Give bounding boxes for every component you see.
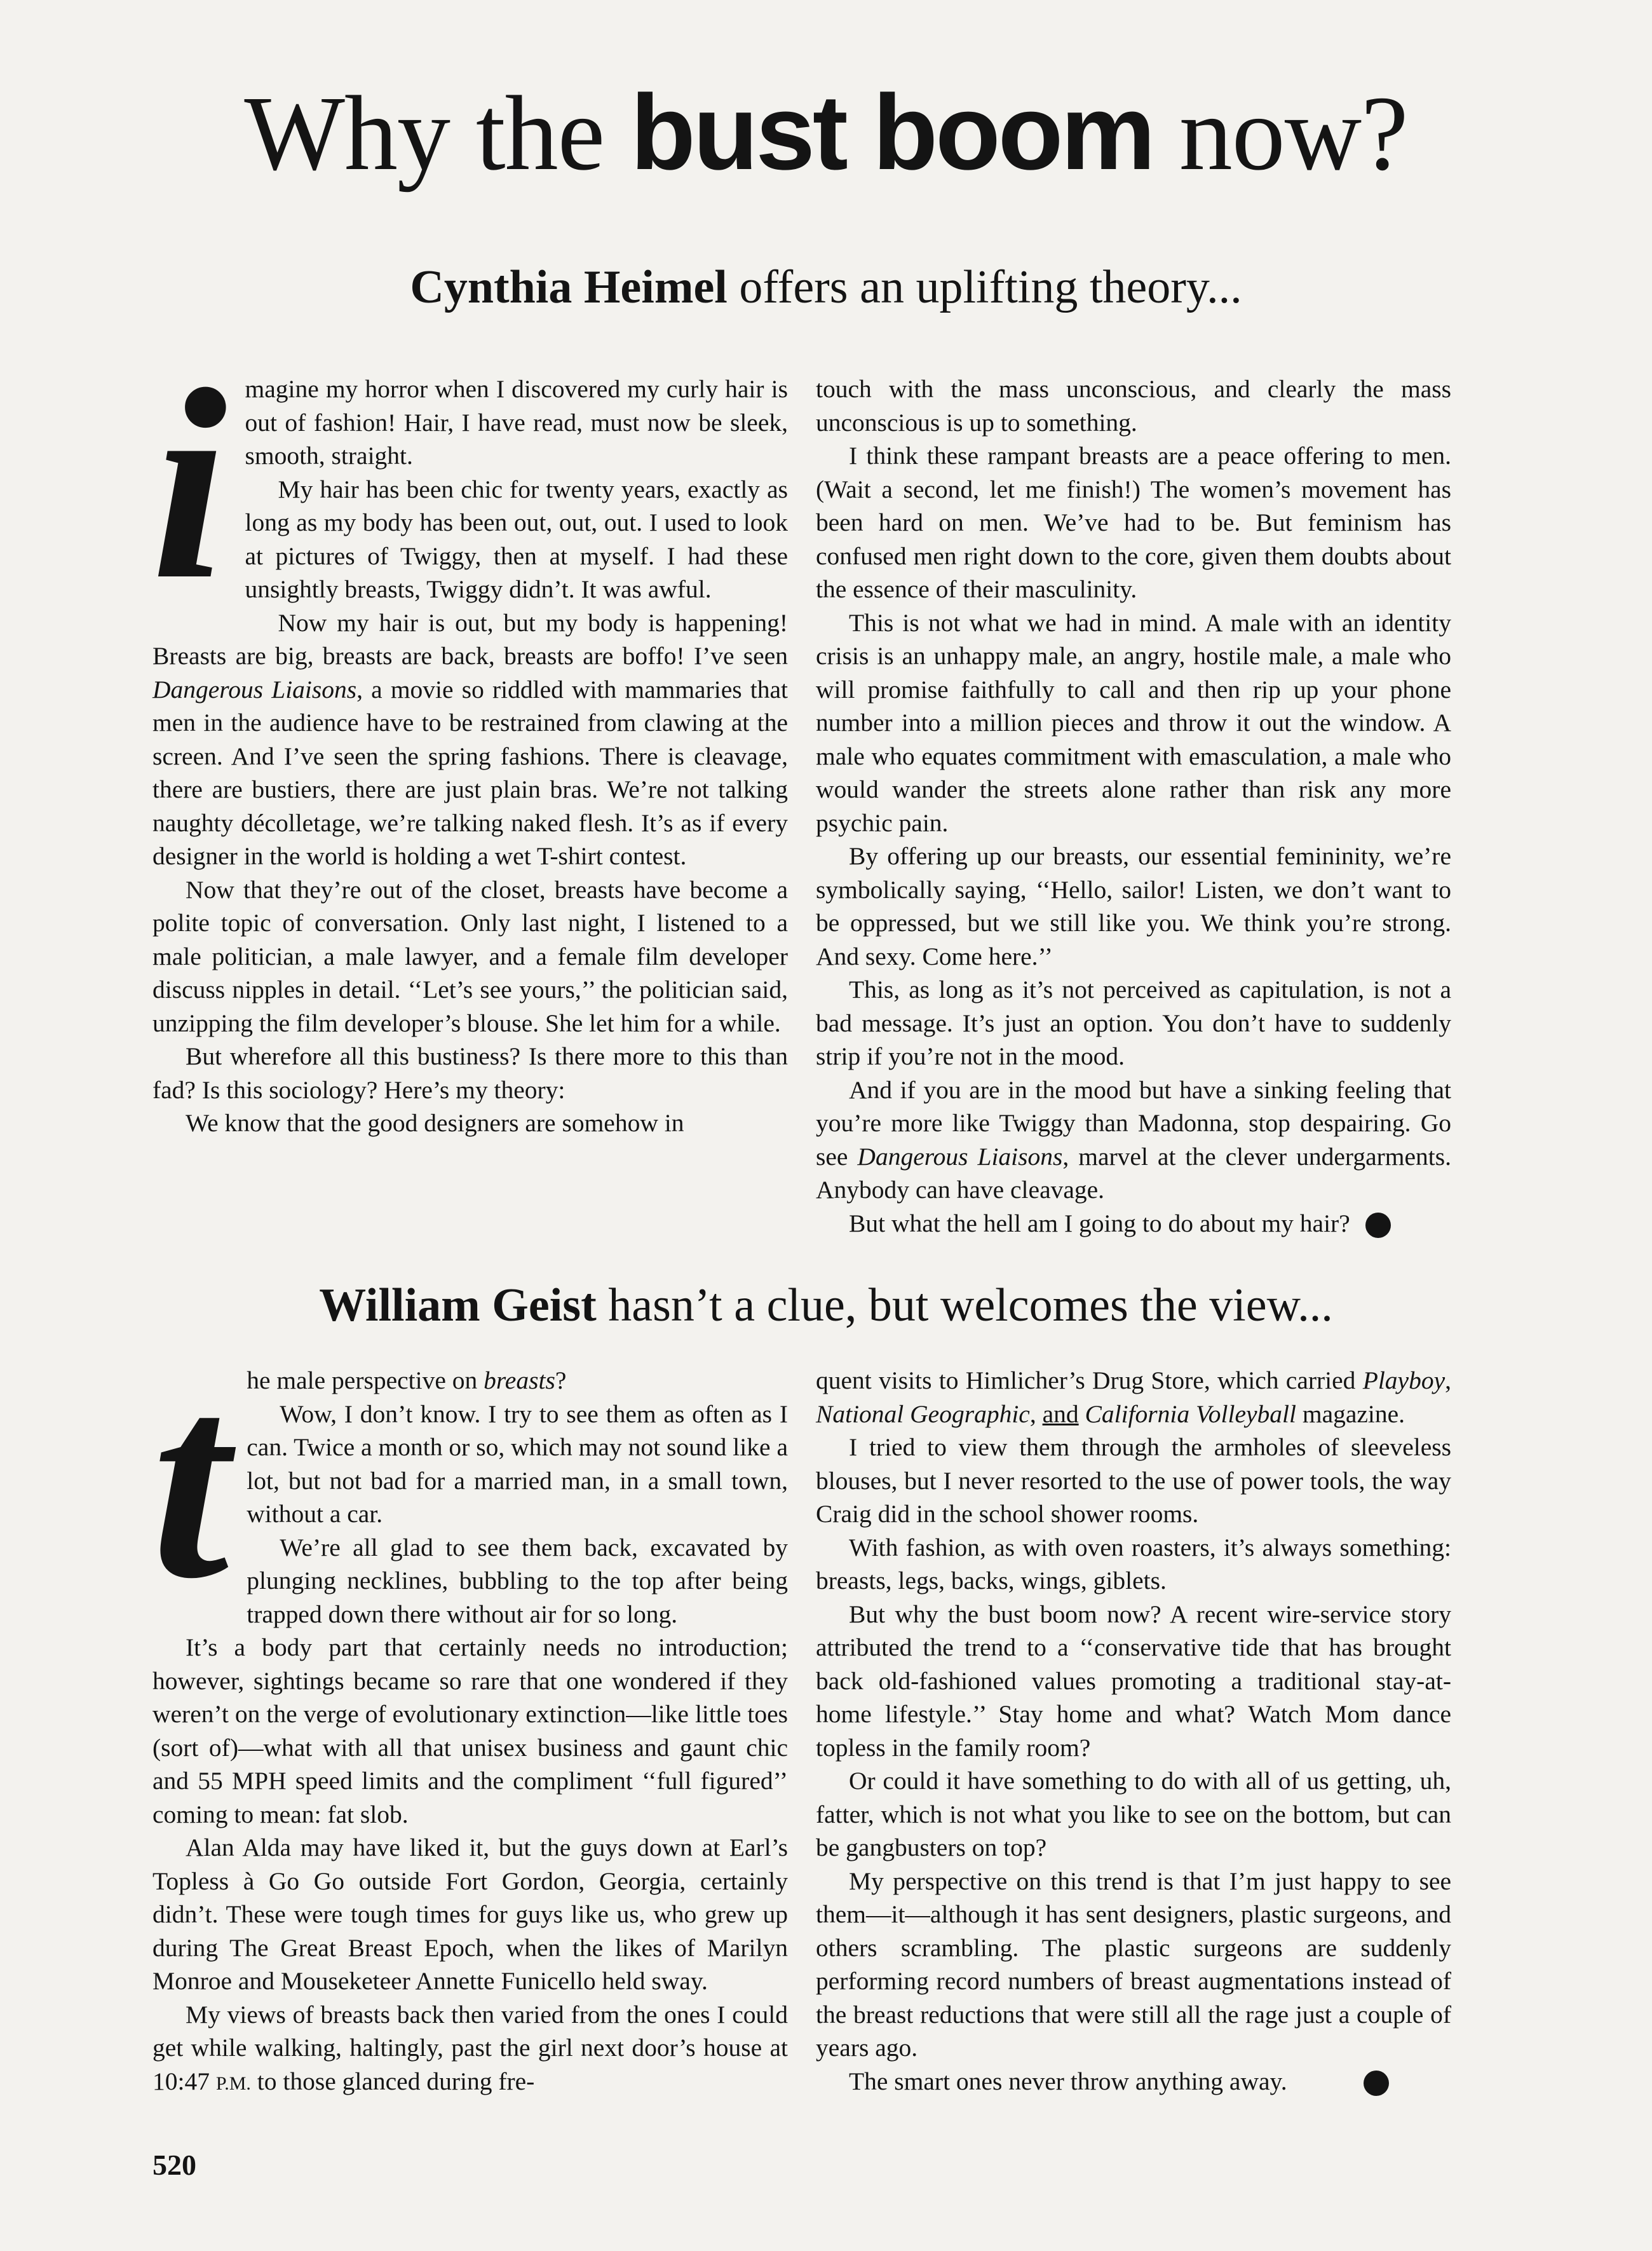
paragraph: But why the bust boom now? A recent wire-service story attributed the trend to a ‘‘conservative tide that has brought back old-fashioned values promoting a traditional stay-at-home lifestyle.’’ Stay home and what? Watch Mom dance topless in the family room?: [816, 1600, 1451, 1762]
page-number: 520: [152, 2149, 196, 2181]
paragraph: Alan Alda may have liked it, but the guys down at Earl’s Topless à Go Go outside Fort Gordon, Georgia, certainly didn’t. These were tough times for guys like us, who grew up during The Great Breast Epoch, when the likes of Marilyn Monroe and Mouseketeer Annette Funicello held sway.: [152, 1833, 788, 1995]
article1-deck: Cynthia Heimel offers an uplifting theory...: [410, 261, 1242, 313]
paragraph: I think these rampant breasts are a peace offering to men. (Wait a second, let me finish!) The women’s movement has been hard on men. We’ve had to be. But feminism has confused men right down to the core, given them doubts about the essence of their masculinity.: [816, 442, 1451, 603]
paragraph: the male perspective on breasts?: [151, 1327, 567, 1636]
paragraph: My perspective on this trend is that I’m just happy to see them—it—although it has sent designers, plastic surgeons, and others scrambling. The plastic surgeons are suddenly performing record numbers of breast augmentations instead of the breast reductions that were still all the rage just a couple of years ago.: [816, 1867, 1451, 2062]
paragraph: By offering up our breasts, our essential femininity, we’re symbolically saying, ‘‘Hello, sailor! Listen, we don’t want to be oppressed, but we still like you. We think you’re strong. And sexy. Come here.’’: [816, 842, 1451, 970]
title-emphasis: bust boom: [630, 72, 1153, 192]
page-title: Why the bust boom now?: [244, 72, 1408, 193]
paragraph: I tried to view them through the armholes of sleeveless blouses, but I never resorted to the use of power tools, the way Craig did in the school shower rooms.: [816, 1433, 1451, 1528]
drop-cap: t: [151, 1327, 229, 1636]
article1-column-left: [151, 334, 788, 1140]
paragraph: With fashion, as with oven roasters, it’s always something: breasts, legs, backs, wings, giblets.: [816, 1533, 1451, 1595]
paragraph: But wherefore all this bustiness? Is there more to this than fad? Is this sociology? Here’s my theory:: [152, 1042, 788, 1104]
end-mark-icon: V: [1365, 1213, 1391, 1238]
article1-column-right: [816, 372, 1451, 1240]
paragraph: But what the hell am I going to do about my hair? V: [849, 1209, 1412, 1237]
paragraph: touch with the mass unconscious, and clearly the mass unconscious is up to something.: [816, 375, 1451, 437]
paragraph: Wow, I don’t know. I try to see them as often as I can. Twice a month or so, which may not sound like a lot, but not bad for a married man, in a small town, without a car.: [247, 1399, 788, 1528]
paragraph: Now my hair is out, but my body is happening! Breasts are big, breasts are back, breasts are boffo! I’ve seen Dangerous Liaisons, a movie so riddled with mammaries that men in the audience have to be restrained from clawing at the screen. And I’ve seen the spring fashions. There is cleavage, there are bustiers, there are just plain bras. We’re not talking naughty décolletage, we’re talking naked flesh. It’s as if every designer in the world is holding a wet T-shirt contest.: [152, 608, 788, 870]
film-title: Dangerous Liaisons: [857, 1142, 1063, 1171]
drop-cap: i: [151, 334, 227, 636]
paragraph: This is not what we had in mind. A male with an identity crisis is an unhappy male, an angry, hostile male, a male who will promise faithfully to call and then rip up your phone number into a million pieces and throw it out the window. A male who equates commitment with emasculation, a male who would wander the streets alone rather than risk any more psychic pain.: [816, 608, 1451, 837]
article2-author: William Geist: [319, 1279, 597, 1331]
article2-column-left: [151, 1327, 788, 2100]
paragraph: Now that they’re out of the closet, breasts have become a polite topic of conversation. Only last night, I listened to a male politician, a male lawyer, and a female film developer discuss nipples in detail. ‘‘Let’s see yours,’’ the politician said, unzipping the film developer’s blouse. She let him for a while.: [152, 875, 788, 1037]
paragraph: My views of breasts back then varied from the ones I could get while walking, haltingly, past the girl next door’s house at 10:47 P.M. to those glanced during fre-: [152, 2000, 788, 2095]
paragraph: imagine my horror when I discovered my curly hair is out of fashion! Hair, I have read, must now be sleek, smooth, straight.: [151, 334, 788, 636]
film-title: Dangerous Liaisons: [152, 675, 357, 704]
paragraph: We’re all glad to see them back, excavated by plunging necklines, bubbling to the top after being trapped down there without air for so long.: [247, 1533, 788, 1628]
paragraph: quent visits to Himlicher’s Drug Store, which carried Playboy, National Geographic, and California Volleyball magazine.: [816, 1366, 1451, 1428]
paragraph: It’s a body part that certainly needs no introduction; however, sightings became so rare that one wondered if they weren’t on the verge of evolutionary extinction—like little toes (sort of)—what with all that unisex business and gaunt chic and 55 MPH speed limits and the compliment ‘‘full figured’’ coming to mean: fat slob.: [152, 1633, 788, 1828]
paragraph: Or could it have something to do with all of us getting, uh, fatter, which is not what you like to see on the bottom, but can be gangbusters on top?: [816, 1767, 1451, 1861]
article2-column-right: [816, 1364, 1451, 2098]
paragraph: The smart ones never throw anything away. V: [849, 2067, 1411, 2095]
end-mark-icon: V: [1364, 2071, 1389, 2096]
article2-deck: William Geist hasn’t a clue, but welcomes the view...: [319, 1279, 1333, 1331]
paragraph: This, as long as it’s not perceived as capitulation, is not a bad message. It’s just an option. You don’t have to suddenly strip if you’re not in the mood.: [816, 976, 1451, 1070]
paragraph: My hair has been chic for twenty years, exactly as long as my body has been out, out, out. I used to look at pictures of Twiggy, then at myself. I had these unsightly breasts, Twiggy didn’t. It was awful.: [245, 475, 788, 603]
paragraph: We know that the good designers are somehow in: [186, 1109, 684, 1137]
article1-author: Cynthia Heimel: [410, 261, 728, 313]
paragraph: And if you are in the mood but have a sinking feeling that you’re more like Twiggy than Madonna, stop despairing. Go see Dangerous Liaisons, marvel at the clever undergarments. Anybody can have cleavage.: [816, 1075, 1451, 1204]
